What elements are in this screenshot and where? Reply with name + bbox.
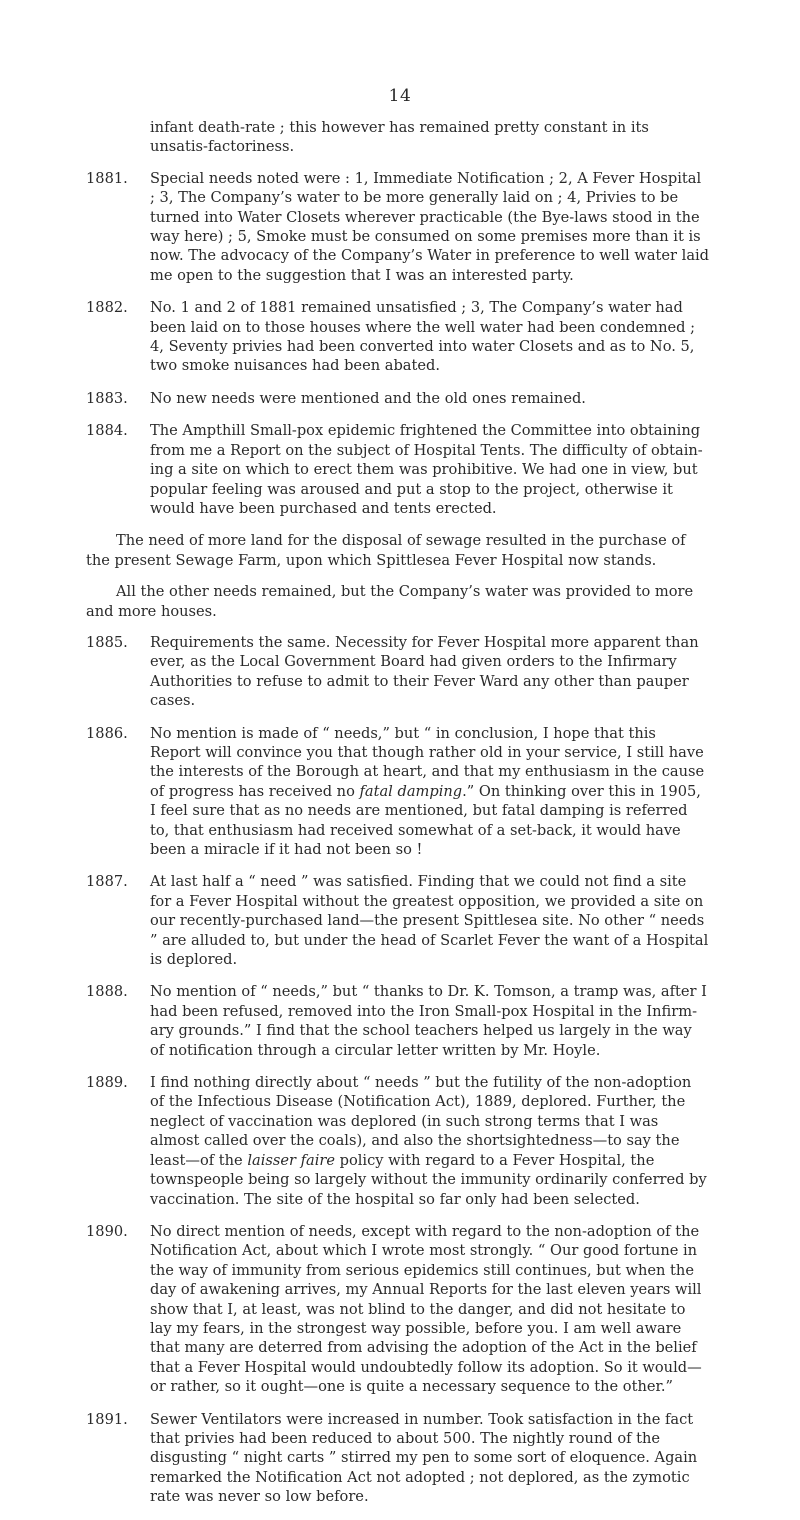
text-segment: .” On thinking over this in 1905, I feel sure that as no needs are mentioned, but fatal damping is referred to, that enthusiasm had received somewhat of a set-back, it would have been a miracle if it had not been so ! [150, 782, 701, 858]
year-entry-1887 [86, 872, 710, 969]
year-entry-text: Sewer Ventilators were increased in number. Took satisfaction in the fact that privies had been reduced to about 500. The nightly round of the disgusting “ night carts ” stirred my pen to some sort of eloquence. Again remarked the Notification Act not adopted ; not deplored, as the zymotic rate was never so low before. [150, 1410, 698, 1506]
year-label: 1889. [86, 1074, 128, 1092]
year-entry-text: No direct mention of needs, except with regard to the non-adoption of the Notification Act, about which I wrote most strongly. “ Our good fortune in the way of immunity from serious epidemics still continues, but when the day of awakening arrives, my Annual Reports for the last eleven years will show that I, at least, was not blind to the danger, and did not hesitate to lay my fears, in the strongest way possible, before you. I am well aware that many are deterred from advising the adoption of the Act in the belief that a Fever Hospital would undoubtedly follow its adoption. So it would—or rather, so it ought—one is quite a necessary sequence to the other.” [150, 1222, 702, 1396]
year-entry-text [150, 724, 710, 860]
year-entry-text: No mention of “ needs,” but “ thanks to Dr. K. Tomson, a tramp was, after I had been refused, removed into the Iron Small-pox Hospital in the Infirm-ary grounds.” I find that the school teachers helped us largely in the way of notification through a circular letter written by Mr. Hoyle. [150, 983, 707, 1059]
page-number: 14 [388, 86, 412, 106]
year-entry-1889 [86, 1073, 710, 1209]
year-label: 1890. [86, 1222, 128, 1240]
year-entry-1888 [86, 982, 710, 1060]
year-entry-text: The Ampthill Small-pox epidemic frightened the Committee into obtaining from me a Report on the subject of Hospital Tents. The difficulty of obtain-ing a site on which to erect them was prohibitive. We had one in view, but popular feeling was aroused and put a stop to the project, otherwise it would have been purchased and tents erected. [150, 422, 703, 517]
year-entry-text: At last half a “ need ” was satisfied. Finding that we could not find a site for a Fever Hospital without the greatest opposition, we provided a site on our recently-purchased land—the present Spittlesea site. No other “ needs ” are alluded to, but under the head of Scarlet Fever the want of a Hospital is deplored. [150, 873, 709, 969]
company-water-paragraph: All the other needs remained, but the Company’s water was provided to more and more houses. [86, 583, 694, 620]
text-segment: No mention is made of “ needs,” but “ in conclusion, I hope that this Report will convince you that though rather old in your service, I still have the interests of the Borough at heart, and that my enthusiasm in the cause of progress has received no [150, 724, 705, 800]
year-entry-1890 [86, 1222, 710, 1397]
year-entry-1883 [86, 389, 710, 408]
sewage-farm-paragraph: The need of more land for the disposal of sewage resulted in the purchase of the present Sewage Farm, upon which Spittlesea Fever Hospital now stands. [86, 532, 686, 569]
year-entry-1881 [86, 169, 710, 285]
year-label: 1887. [86, 873, 128, 891]
year-entry-text [150, 1073, 710, 1209]
year-label: 1881. [86, 169, 128, 187]
year-entry-1886 [86, 724, 710, 860]
year-label: 1885. [86, 633, 128, 651]
intro-paragraph: infant death-rate ; this however has remained pretty constant in its unsatis-factoriness. [150, 119, 649, 156]
year-entry-1884 [86, 421, 710, 518]
italic-phrase: laisser faire [247, 1151, 335, 1169]
year-label: 1888. [86, 983, 128, 1001]
year-entry-text: Special needs noted were : 1, Immediate Notification ; 2, A Fever Hospital ; 3, The Company’s water to be more generally laid on ; 4, Privies to be turned into Water Closets wherever practicable (the Bye-laws stood in the way here) ; 5, Smoke must be consumed on some premises more than it is now. The advocacy of the Company’s Water in preference to well water laid me open to the suggestion that I was an interested party. [150, 169, 710, 284]
italic-phrase: fatal damping [359, 782, 463, 800]
year-entry-text: No new needs were mentioned and the old ones remained. [150, 389, 586, 407]
year-entry-text: No. 1 and 2 of 1881 remained unsatisfied ; 3, The Company’s water had been laid on to those houses where the well water had been condemned ; 4, Seventy privies had been converted into water Closets and as to No. 5, two smoke nuisances had been abated. [150, 299, 696, 375]
year-entry-1885 [86, 633, 710, 711]
year-entry-text: Requirements the same. Necessity for Fever Hospital more apparent than ever, as the Local Government Board had given orders to the Infirmary Authorities to refuse to admit to their Fever Ward any other than pauper cases. [150, 633, 699, 710]
year-entry-1891 [86, 1410, 710, 1507]
year-entry-1882 [86, 298, 710, 376]
year-label: 1891. [86, 1410, 128, 1428]
text-segment: policy with regard to a Fever Hospital, the townspeople being so largely without the immunity ordinarily conferred by vaccination. The site of the hospital so far only had been selected. [150, 1151, 707, 1208]
year-label: 1884. [86, 422, 128, 440]
text-segment: I find nothing directly about “ needs ” but the futility of the non-adoption of the Infectious Disease (Notification Act), 1889, deplored. Further, the neglect of vaccination was deplored (in such strong terms that I was almost called over the coals), and also the shortsightedness—to say the least—of the [150, 1074, 692, 1169]
year-label: 1882. [86, 299, 128, 317]
year-label: 1883. [86, 389, 128, 407]
report-body [86, 118, 710, 1520]
year-label: 1886. [86, 724, 128, 742]
